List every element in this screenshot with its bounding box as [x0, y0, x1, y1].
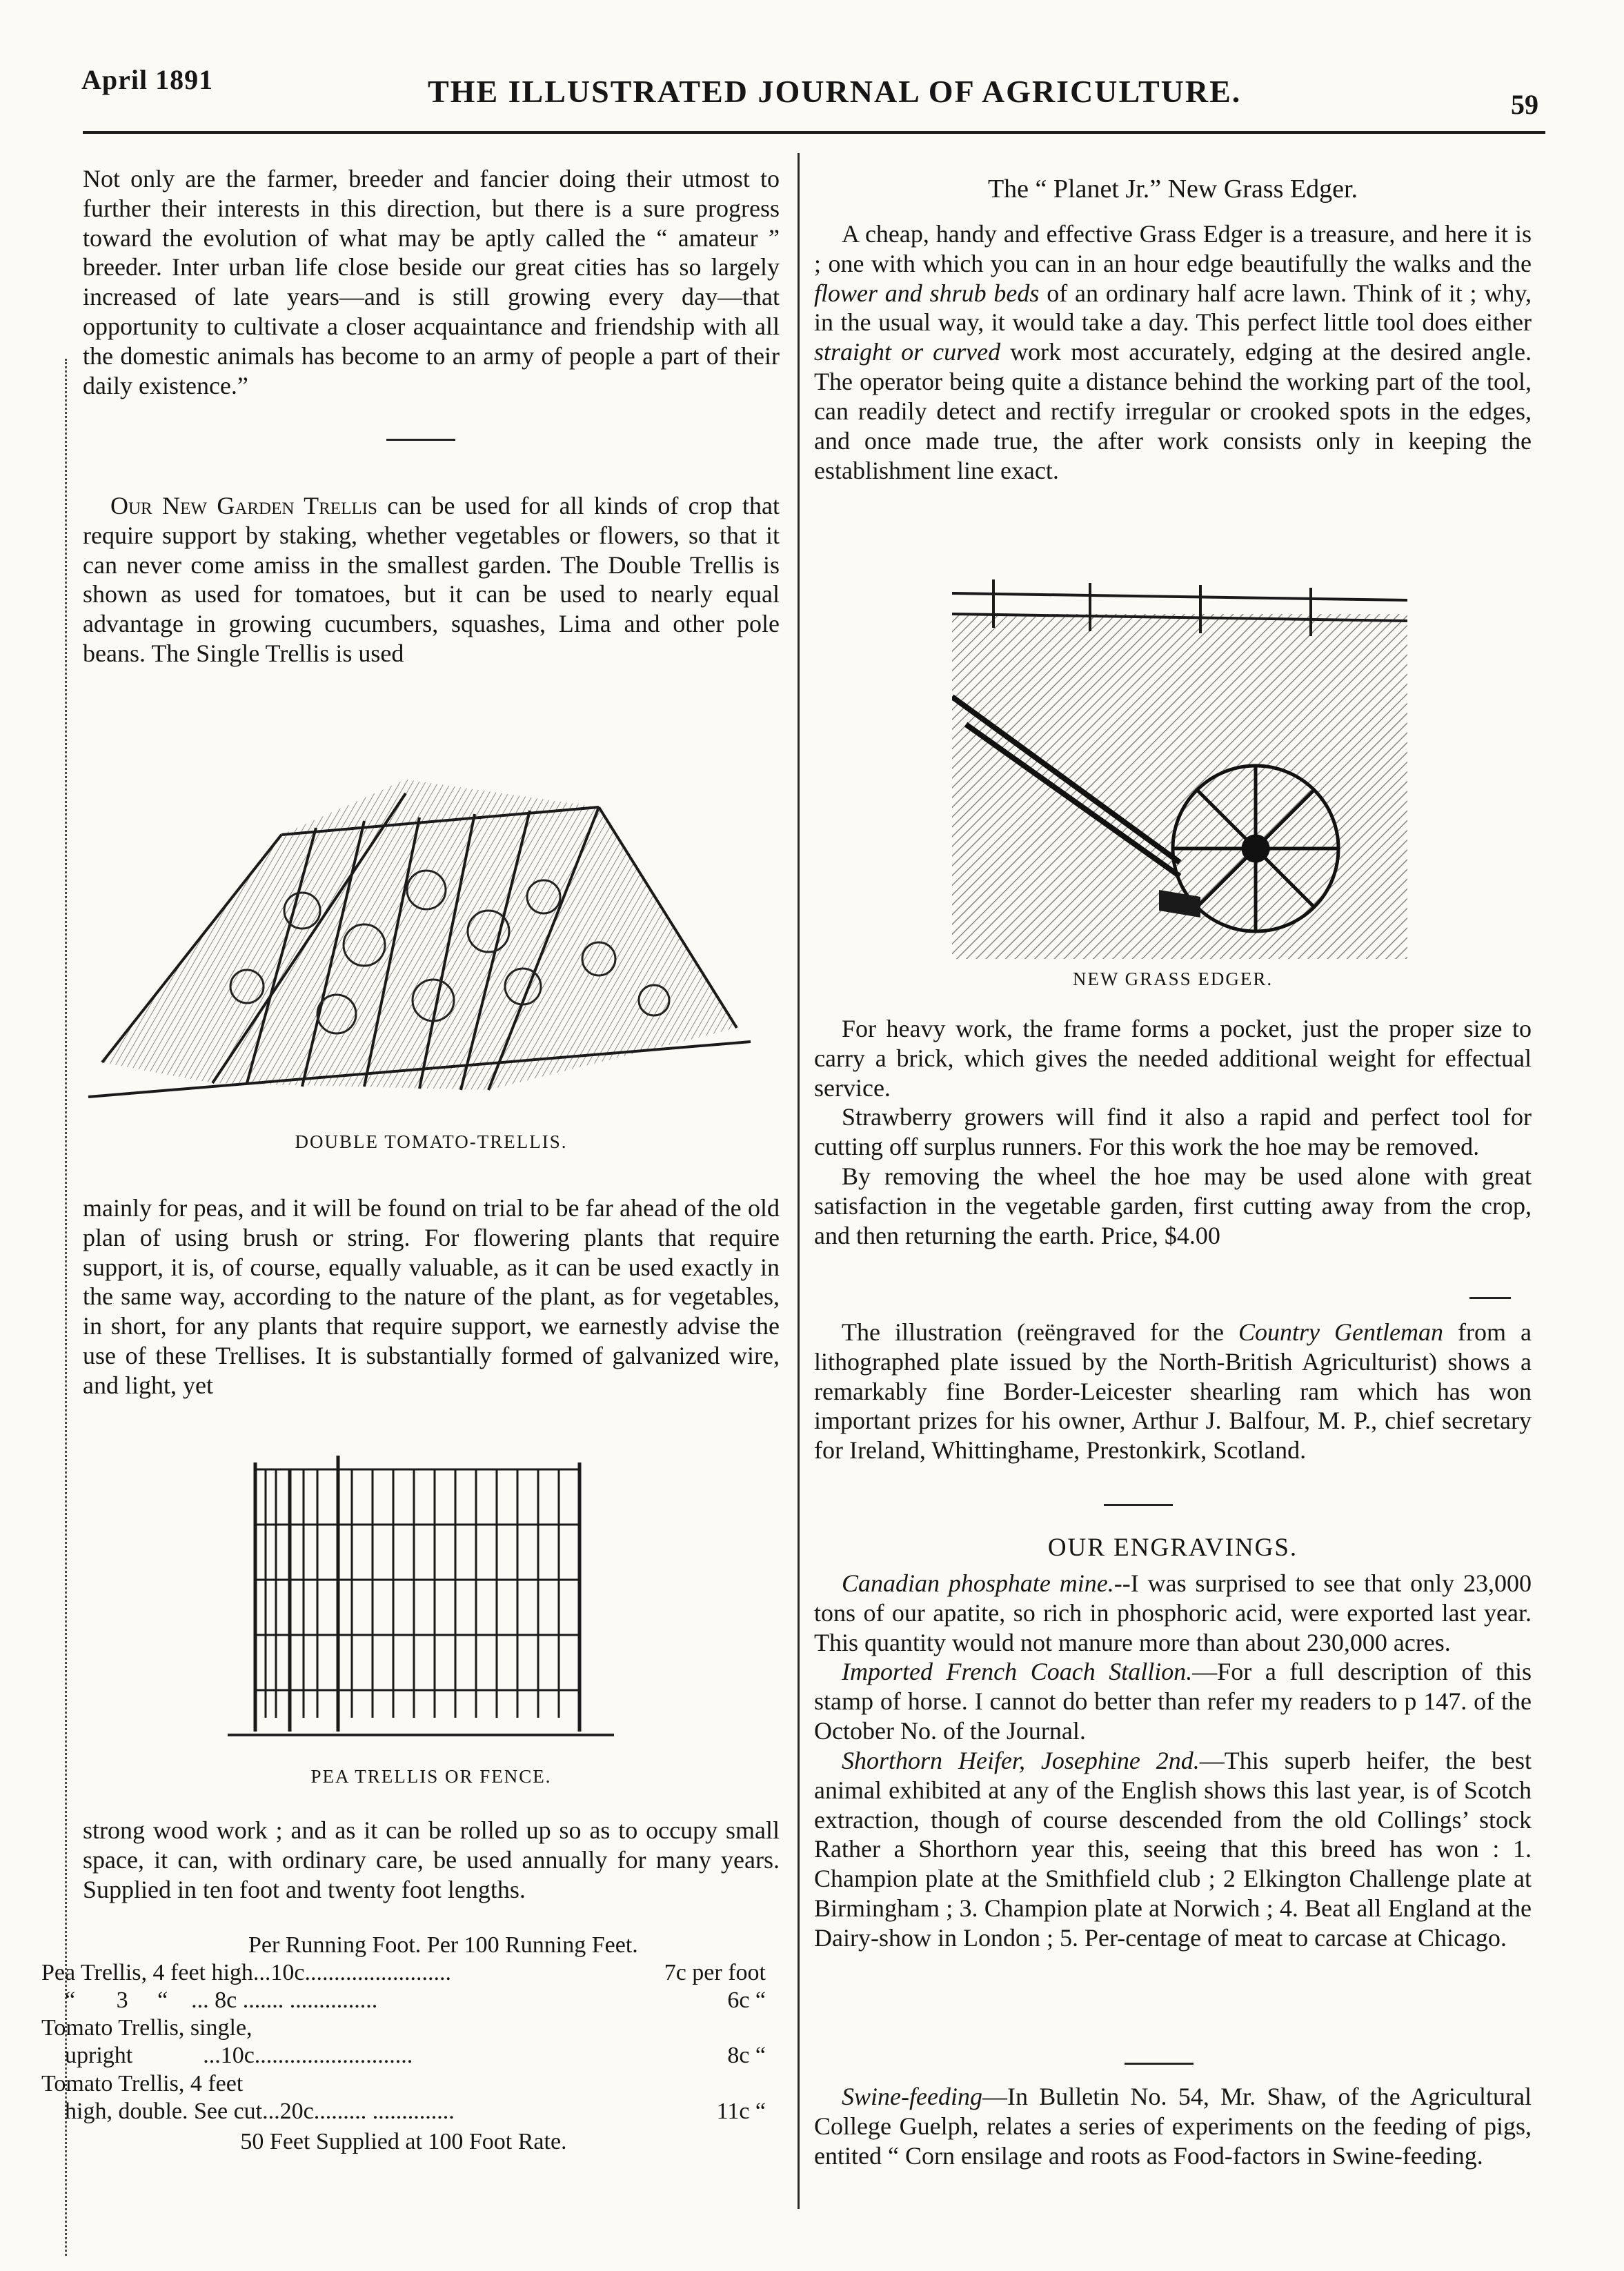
- page-number: 59: [1511, 89, 1538, 120]
- trellis-wires: [255, 1469, 580, 1718]
- edger-details: [814, 1014, 1532, 1251]
- engravings-heading: OUR ENGRAVINGS.: [1047, 1534, 1298, 1562]
- price-row: [41, 2042, 766, 2070]
- grass-edger-paragraph: [814, 219, 1532, 485]
- price-table-header: Per Running Foot. Per 100 Running Feet.: [248, 1932, 638, 1958]
- swine-title: Swine-feeding: [842, 2083, 982, 2110]
- canadian-title: Canadian phosphate mine.: [842, 1569, 1114, 1597]
- price-row: [41, 2070, 766, 2098]
- price-row-value: 11c “: [716, 2098, 766, 2124]
- price-row: [41, 1987, 766, 2014]
- price-row-value: 7c per foot: [664, 1960, 766, 1986]
- swine-text: —In Bulletin No. 54, Mr. Shaw, of the Agricultural College Guelph, relates a series of experiments on the feeding of pigs, entited “ Corn ensilage and roots as Food-factors in Swine-feeding.: [814, 2083, 1532, 2170]
- trellis-text: can be used for all kinds of crop that require support by staking, whether vegetables or flowers, so that it can never come amiss in the smallest garden. The Double Trellis is shown as used for tomatoes, but it can be used to nearly equal advantage in growing cucumbers, squashes, Lima and other pole beans. The Single Trellis is used: [83, 492, 780, 668]
- price-row: [41, 2098, 766, 2125]
- illus-text-1: The illustration (reëngraved for the: [842, 1318, 1238, 1346]
- strawberry-text: Strawberry growers will find it also a rapid and perfect tool for cutting off surplus runners. For this work the hoe may be removed.: [814, 1103, 1532, 1161]
- section-rule-engravings: [1104, 1504, 1173, 1506]
- shorthorn-title: Shorthorn Heifer, Josephine 2nd.: [842, 1746, 1200, 1774]
- heavy-work-text: For heavy work, the frame forms a pocket, just the proper size to carry a brick, which gives the needed additional weight for effectual service.: [814, 1015, 1532, 1102]
- price-note: 50 Feet Supplied at 100 Foot Rate.: [240, 2128, 567, 2154]
- price-row-label: Pea Trellis, 4 feet high...10c.........................: [41, 1960, 452, 1986]
- price-row-label: “ 3 “ ... 8c ....... ...............: [41, 1987, 378, 2014]
- illustration-paragraph: [814, 1318, 1532, 1465]
- price-rows: [41, 1959, 766, 2125]
- grass-edger-illustration: [952, 573, 1407, 959]
- swine-paragraph: [814, 2082, 1532, 2170]
- canadian-text: --I was surprised to see that only 23,000 tons of our apatite, so rich in phosphoric acid, were exported last year. This quantity would not manure more than about 230,000 acres.: [814, 1569, 1532, 1656]
- intro-paragraph: [83, 164, 780, 401]
- strong-paragraph: [83, 1816, 780, 1904]
- intro-text: Not only are the farmer, breeder and fancier doing their utmost to further their interests in this direction, but there is a sure progress toward the evolution of what may be aptly called the “ amateur ” breeder. Inter urban life close beside our great cities has so largely increased of late years—and is still growing every day—that opportunity to cultivate a closer acquaintance and friendship with all the domestic animals has become to an army of people a part of their daily existence.”: [83, 165, 780, 399]
- edger-text-1: A cheap, handy and effective Grass Edger is a treasure, and here it is ; one with which you can in an hour edge beautifully the walks and the: [814, 220, 1532, 277]
- edger-text-3: of an ordinary half acre lawn. Think of it ; why, in the usual way, it would take a day. This perfect little tool does either: [814, 279, 1532, 337]
- edger-text-4: straight or curved: [814, 338, 1001, 366]
- trellis-paragraph: [83, 491, 780, 668]
- price-row-label: upright ...10c...........................: [41, 2043, 413, 2069]
- caption-grass-edger: NEW GRASS EDGER.: [1072, 969, 1274, 989]
- illus-text-2: Country Gentleman: [1238, 1318, 1443, 1346]
- price-row-value: 8c “: [727, 2043, 766, 2069]
- shorthorn-text: —This superb heifer, the best animal exhibited at any of the English shows this last year, is of Scotch extraction, though of course descended from the old Collings’ stock Rather a Shorthorn year this, seeing that this breed has won : 1. Champion plate at the Smithfield club ; 2 Elkington Challenge plate at Birmingham ; 3. Champion plate at Norwich ; 4. Beat all England at the Dairy-show in London ; 5. Per-centage of meat to carcase at Chicago.: [814, 1746, 1532, 1952]
- caption-tomato-trellis: DOUBLE TOMATO-TRELLIS.: [295, 1131, 568, 1152]
- price-row: [41, 2014, 766, 2042]
- price-row: [41, 1959, 766, 1987]
- foliage-mass: [102, 780, 737, 1090]
- french-title: Imported French Coach Stallion.: [842, 1658, 1193, 1686]
- illus-text-3: from a lithographed plate issued by the North-British Agriculturist) shows a remarkably fine Border-Leicester shearling ram which has won important prizes for his owner, Arthur J. Balfour, M. P., chief secretary for Ireland, Whittinghame, Prestonkirk, Scotland.: [814, 1318, 1532, 1465]
- price-row-value: 6c “: [727, 1987, 766, 2014]
- edger-text-2: flower and shrub beds: [814, 279, 1040, 307]
- tomato-trellis-illustration: [75, 738, 764, 1111]
- section-rule-right: [1469, 1297, 1511, 1299]
- header-month-year: April 1891: [81, 64, 214, 95]
- edger-text-5: work most accurately, edging at the desired angle. The operator being quite a distance behind the working part of the tool, can readily detect and rectify irregular or crooked spots in the edges, and once made true, the after work consists only in keeping the establishment line exact.: [814, 338, 1532, 484]
- section-rule: [386, 439, 455, 441]
- column-divider: [798, 153, 800, 2209]
- header-rule: [83, 131, 1545, 134]
- journal-title: THE ILLUSTRATED JOURNAL OF AGRICULTURE.: [428, 74, 1242, 109]
- wheel-text: By removing the wheel the hoe may be used alone with great satisfaction in the vegetable garden, first cutting away from the crop, and then returning the earth. Price, $4.00: [814, 1162, 1532, 1249]
- trellis-lead: Our New Garden Trellis: [110, 492, 377, 519]
- grass-edger-heading: The “ Planet Jr.” New Grass Edger.: [987, 175, 1358, 204]
- price-row-label: Tomato Trellis, single,: [41, 2015, 252, 2041]
- caption-pea-trellis: PEA TRELLIS OR FENCE.: [310, 1766, 552, 1787]
- mainly-paragraph: [83, 1193, 780, 1400]
- strong-text: strong wood work ; and as it can be rolled up so as to occupy small space, it can, with ordinary care, be used annually for many years. Supplied in ten foot and twenty foot lengths.: [83, 1816, 780, 1903]
- price-row-label: Tomato Trellis, 4 feet: [41, 2070, 244, 2096]
- mainly-text: mainly for peas, and it will be found on trial to be far ahead of the old plan of using brush or string. For flowering plants that require support, it is, of course, equally valuable, as it can be used exactly in the same way, according to the nature of the plant, as for vegetables, in short, for any plants that require support, we earnestly advise the use of these Trellises. It is substantially formed of galvanized wire, and light, yet: [83, 1194, 780, 1399]
- price-table: [41, 1932, 766, 2156]
- price-row-label: high, double. See cut...20c......... ..............: [41, 2098, 455, 2124]
- engravings-section: [814, 1569, 1532, 1953]
- section-rule-swine: [1125, 2063, 1194, 2065]
- pea-trellis-illustration: [228, 1442, 614, 1752]
- french-text: —For a full description of this stamp of horse. I cannot do better than refer my readers to p 147. of the October No. of the Journal.: [814, 1658, 1532, 1745]
